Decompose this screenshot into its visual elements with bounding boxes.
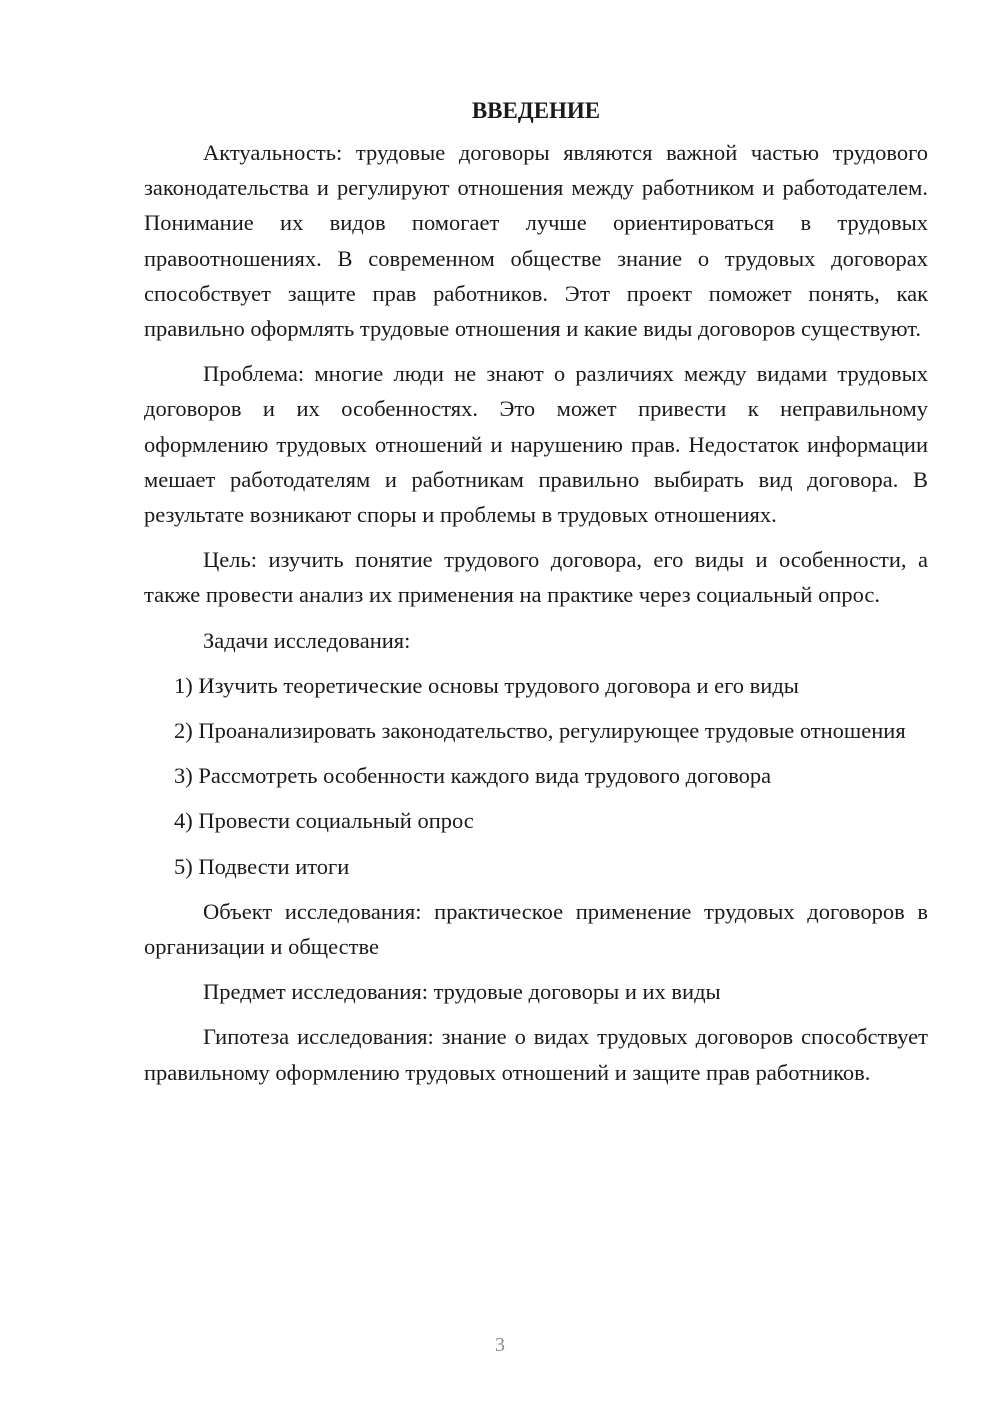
task-item-2: 2) Проанализировать законодательство, регулирующее трудовые отношения <box>174 718 906 744</box>
page-number: 3 <box>495 1334 505 1356</box>
goal-paragraph: Цель: изучить понятие трудового договора, его виды и особенности, а также провести анализ их применения на практике через социальный опрос. <box>144 547 928 608</box>
task-item-4: 4) Провести социальный опрос <box>174 808 474 834</box>
tasks-list <box>144 668 928 884</box>
section-heading: ВВЕДЕНИЕ <box>471 98 601 123</box>
problem-paragraph: Проблема: многие люди не знают о различиях между видами трудовых договоров и их особенностях. Это может привести к неправильному оформлению трудовых отношений и нарушению прав. Недостаток информации мешает работодателям и работникам правильно выбирать вид договора. В результате возникают споры и проблемы в трудовых отношениях. <box>144 361 928 528</box>
page-content <box>144 95 928 1100</box>
object-paragraph: Объект исследования: практическое применение трудовых договоров в организации и обществе <box>144 898 928 960</box>
task-item-3: 3) Рассмотреть особенности каждого вида трудового договора <box>174 763 772 789</box>
hypothesis-paragraph: Гипотеза исследования: знание о видах трудовых договоров способствует правильному оформлению трудовых отношений и защите прав работников. <box>144 1024 928 1085</box>
subject-paragraph: Предмет исследования: трудовые договоры и их виды <box>203 979 721 1005</box>
task-item-5: 5) Подвести итоги <box>174 853 350 879</box>
task-item-1: 1) Изучить теоретические основы трудового договора и его виды <box>174 672 799 698</box>
tasks-title: Задачи исследования: <box>203 627 411 653</box>
relevance-paragraph: Актуальность: трудовые договоры являются важной частью трудового законодательства и регулируют отношения между работником и работодателем. Понимание их видов помогает лучше ориентироваться в трудовых правоотношениях. В современном обществе знание о трудовых договорах способствует защите прав работников. Этот проект поможет понять, как правильно оформлять трудовые отношения и какие виды договоров существуют. <box>144 140 928 342</box>
